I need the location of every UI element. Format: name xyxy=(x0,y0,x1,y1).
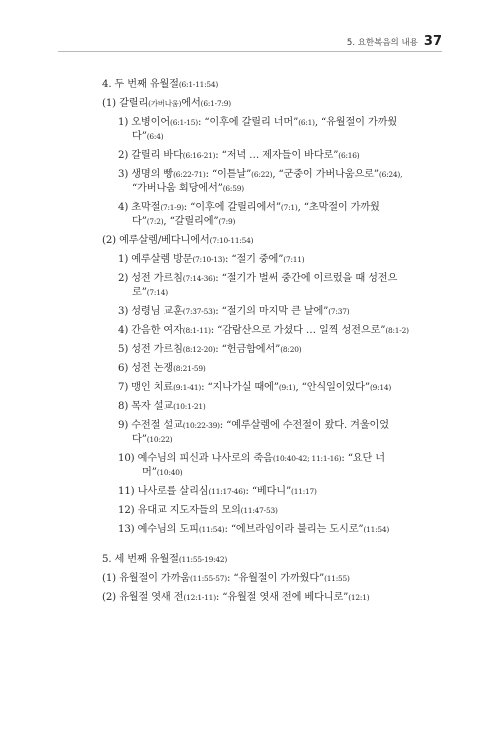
item-text: 7) 맹인 치료 xyxy=(118,382,174,393)
outline-item xyxy=(102,381,432,395)
scripture-ref: (10:40) xyxy=(156,468,183,477)
item-text: 2) 성전 가르침 xyxy=(118,273,183,284)
scripture-ref: (8:21-59) xyxy=(173,364,206,373)
scripture-ref: (6:22-71) xyxy=(173,170,206,179)
running-head xyxy=(347,34,442,49)
outline-item xyxy=(102,272,432,286)
scripture-ref: (11:55-19:42) xyxy=(178,555,228,564)
subsection-heading xyxy=(102,234,432,248)
subsection-text: (2) 예루살렘/베다니에서 xyxy=(102,235,210,246)
scripture-ref: (6:1) xyxy=(298,118,315,127)
scripture-ref: (9:14) xyxy=(369,383,392,392)
scripture-ref: (10:1-21) xyxy=(173,402,206,411)
item-text: 9) 수전절 설교 xyxy=(118,420,183,431)
scripture-ref: (11:54) xyxy=(198,525,225,534)
item-text: 5) 성전 가르침 xyxy=(118,344,183,355)
item-text: : “절기 중에” xyxy=(224,254,284,265)
scripture-ref: (6:1-11:54) xyxy=(178,80,219,89)
heading-text: 5. 세 번째 유월절 xyxy=(102,554,179,565)
section-heading xyxy=(102,553,432,567)
subsection-text: : “유월절 엿새 전에 베다니로” xyxy=(215,592,349,603)
outline-item xyxy=(102,253,432,267)
scripture-ref: (12:1-11) xyxy=(183,593,216,602)
scripture-ref: (11:17-46) xyxy=(208,487,246,496)
outline-item-continuation xyxy=(102,182,432,196)
scripture-ref: (7:10-11:54) xyxy=(209,236,254,245)
item-text: 다” xyxy=(132,131,147,142)
item-text: 다” xyxy=(132,216,147,227)
outline-item xyxy=(102,305,432,319)
subsection-heading xyxy=(102,97,432,111)
item-text: : “지나가실 때에” xyxy=(201,382,279,393)
item-text: , “안식일이었다” xyxy=(295,382,370,393)
item-text: , “초막절이 가까웠 xyxy=(297,202,380,213)
scripture-ref: (11:54) xyxy=(363,525,390,534)
outline-item xyxy=(102,485,432,499)
heading-text: 4. 두 번째 유월절 xyxy=(102,79,179,90)
subsection-heading xyxy=(102,572,432,586)
scripture-ref: (7:1-9) xyxy=(160,203,184,212)
scripture-ref: (8:1-11) xyxy=(182,326,211,335)
chapter-title: 5. 요한복음의 내용 xyxy=(346,38,418,48)
item-text: : “이후에 갈릴리 너머” xyxy=(197,117,299,128)
scripture-ref: (7:10-13) xyxy=(192,255,225,264)
outline-item xyxy=(102,504,432,518)
scripture-ref: (8:20) xyxy=(280,345,302,354)
item-text: 10) 예수님의 피신과 나사로의 죽음 xyxy=(118,453,273,464)
subsection-heading xyxy=(102,591,432,605)
subsection-text: (2) 유월절 엿새 전 xyxy=(102,592,184,603)
outline-item xyxy=(102,362,432,376)
subsection-text: (1) 갈릴리 xyxy=(102,98,149,109)
item-text: : “요단 너 xyxy=(341,453,385,464)
scripture-ref: (6:24), xyxy=(378,170,403,179)
outline-item xyxy=(102,452,432,466)
scripture-ref: (8:12-20) xyxy=(182,345,216,354)
scripture-ref: (10:22-39) xyxy=(182,421,220,430)
scripture-ref: (6:16-21) xyxy=(182,151,216,160)
outline-item xyxy=(102,116,432,130)
scripture-ref: (7:37) xyxy=(328,307,350,316)
scripture-ref: (7:2) xyxy=(146,217,164,226)
scripture-ref: (7:37-53) xyxy=(182,307,216,316)
scripture-ref: (11:17) xyxy=(291,487,317,496)
item-text: 2) 갈릴리 바다 xyxy=(118,150,183,161)
scripture-ref: (6:59) xyxy=(222,184,244,193)
outline-item xyxy=(102,149,432,163)
subsection-text: 에서 xyxy=(181,98,201,109)
scripture-ref: (10:22) xyxy=(146,435,173,444)
header-rule xyxy=(58,51,442,52)
item-text: 8) 목자 설교 xyxy=(118,401,174,412)
outline-item xyxy=(102,324,432,338)
item-text: 3) 성령님 교훈 xyxy=(118,306,183,317)
scripture-ref: (11:55-57) xyxy=(190,574,227,583)
item-text: , “유월절이 가까웠 xyxy=(314,117,398,128)
scripture-ref: (6:4) xyxy=(146,132,164,141)
outline-item-continuation xyxy=(102,130,432,144)
item-text: : “이튿날” xyxy=(205,169,252,180)
outline-item xyxy=(102,201,432,215)
section-heading xyxy=(102,78,432,92)
place-note: (가버나움) xyxy=(148,99,182,108)
outline-body xyxy=(102,78,432,610)
item-text: 3) 생명의 빵 xyxy=(118,169,174,180)
scripture-ref: (8:1-2) xyxy=(385,326,409,335)
scripture-ref: (6:22) xyxy=(251,170,273,179)
item-text: : “에브라임이라 불리는 도시로” xyxy=(224,524,364,535)
scripture-ref: (6:16) xyxy=(338,151,360,160)
item-text: : “헌금함에서” xyxy=(215,344,281,355)
scripture-ref: (6:1-7:9) xyxy=(200,99,231,108)
outline-item xyxy=(102,400,432,414)
item-text: : “저녁 … 제자들이 바다로” xyxy=(215,150,339,161)
scripture-ref: (12:1) xyxy=(348,593,370,602)
outline-item xyxy=(102,168,432,182)
subsection-text: : “유월절이 가까웠다” xyxy=(226,573,325,584)
item-text: 12) 유대교 지도자들의 모의 xyxy=(118,505,241,516)
scripture-ref: (6:1-15) xyxy=(170,118,198,127)
scripture-ref: (7:14) xyxy=(146,288,168,297)
item-text: , “군중이 가버나움으로” xyxy=(272,169,379,180)
item-text: : “절기가 벌써 중간에 이르렀을 때 성전으 xyxy=(215,273,398,284)
item-text: 머” xyxy=(142,467,157,478)
scripture-ref: (7:9) xyxy=(218,217,236,226)
item-text: 로” xyxy=(132,287,147,298)
outline-item-continuation xyxy=(102,466,432,480)
outline-item xyxy=(102,523,432,537)
scripture-ref: (11:47-53) xyxy=(240,506,278,515)
scripture-ref: (9:1) xyxy=(278,383,296,392)
item-text: 1) 예루살렘 방문 xyxy=(118,254,193,265)
item-text: 다” xyxy=(132,434,147,445)
outline-item-continuation xyxy=(102,433,432,447)
item-text: , “갈릴리에” xyxy=(163,216,219,227)
scripture-ref: (7:14-36) xyxy=(182,274,216,283)
scripture-ref: (10:40-42; 11:1-16) xyxy=(272,454,342,463)
outline-item xyxy=(102,343,432,357)
item-text: 4) 초막절 xyxy=(118,202,161,213)
scripture-ref: (11:55) xyxy=(324,574,350,583)
item-text: : “절기의 마지막 큰 날에” xyxy=(215,306,329,317)
item-text: 4) 간음한 여자 xyxy=(118,325,183,336)
item-text: 6) 성전 논쟁 xyxy=(118,363,174,374)
item-text: : “예루살렘에 수전절이 왔다. 겨울이었 xyxy=(219,420,389,431)
scripture-ref: (9:1-41) xyxy=(173,383,202,392)
item-text: “가버나움 회당에서” xyxy=(132,183,223,194)
item-text: 11) 나사로를 살리심 xyxy=(118,486,209,497)
outline-item-continuation xyxy=(102,286,432,300)
item-text: 1) 오병이어 xyxy=(118,117,171,128)
subsection-text: (1) 유월절이 가까움 xyxy=(102,573,190,584)
item-text: : “베다니” xyxy=(245,486,292,497)
item-text: : “감람산으로 가셨다 … 일찍 성전으로” xyxy=(210,325,386,336)
outline-item-continuation xyxy=(102,215,432,229)
page-number: 37 xyxy=(423,34,442,49)
scripture-ref: (7:11) xyxy=(283,255,305,264)
outline-item xyxy=(102,419,432,433)
item-text: : “이후에 갈릴리에서” xyxy=(183,202,281,213)
scripture-ref: (7:1) xyxy=(280,203,298,212)
item-text: 13) 예수님의 도피 xyxy=(118,524,199,535)
